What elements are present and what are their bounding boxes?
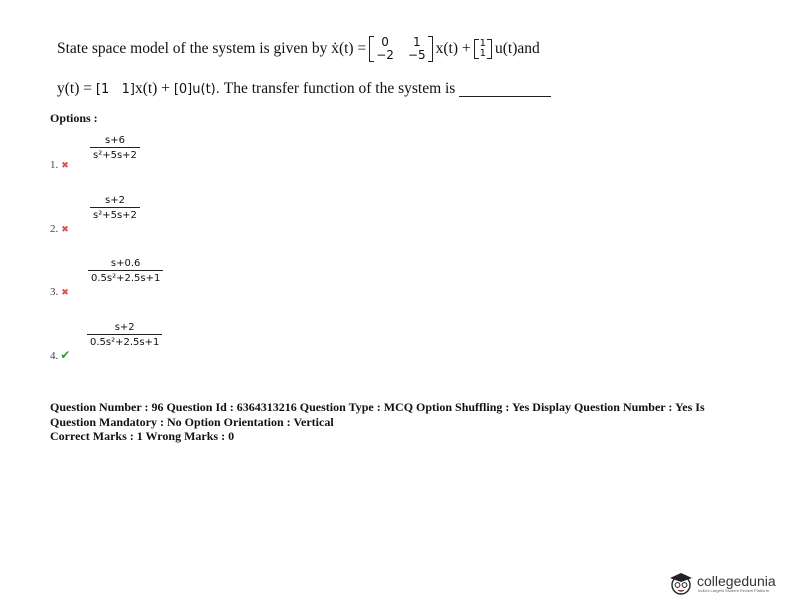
matrix-a-cell: 0 (381, 35, 389, 49)
x-plus-text-2: x(t) + (134, 80, 170, 97)
metadata-line: Correct Marks : 1 Wrong Marks : 0 (50, 429, 235, 443)
metadata-line: Question Number : 96 Question Id : 6364313216 Question Type : MCQ Option Shuffling : Yes Display Question Number : Yes Is (50, 400, 705, 414)
matrix-a (369, 36, 432, 62)
option-3[interactable] (50, 258, 250, 298)
option-fraction (90, 195, 140, 221)
logo-name: collegedunia (697, 572, 776, 589)
u-and-text: u(t)and (495, 40, 540, 57)
option-4[interactable] (50, 322, 250, 362)
option-fraction (87, 322, 162, 348)
matrix-a-cell: −5 (407, 48, 426, 62)
collegedunia-logo (668, 570, 776, 596)
matrix-b (474, 39, 492, 59)
numerator: s+6 (104, 135, 125, 146)
options-label: Options : (50, 111, 98, 125)
logo-tagline: India's Largest Student Review Platform (698, 587, 770, 593)
denominator: 0.5s²+2.5s+1 (88, 270, 163, 284)
numerator: s+2 (104, 195, 125, 206)
matrix-b-cell: 1 (479, 48, 486, 59)
option-2[interactable] (50, 195, 250, 235)
cross-icon: ✖ (61, 161, 69, 171)
question-line-2 (57, 80, 551, 98)
denominator: s²+5s+2 (90, 147, 140, 161)
answer-blank (459, 82, 551, 97)
question-line-1 (57, 36, 540, 62)
cross-icon: ✖ (61, 288, 69, 298)
matrix-d: [0] (173, 81, 193, 97)
matrix-a-cell: −2 (376, 48, 394, 62)
matrix-a-cell: 1 (412, 35, 421, 49)
denominator: 0.5s²+2.5s+1 (87, 334, 162, 348)
denominator: s²+5s+2 (90, 207, 140, 221)
option-1[interactable] (50, 135, 250, 175)
metadata-line: Question Mandatory : No Option Orientation : Vertical (50, 414, 334, 429)
question-prefix: State space model of the system is given by ẋ(t) = (57, 40, 367, 57)
x-plus-text: x(t) + (435, 40, 471, 57)
option-number: 4. ✔ (50, 348, 71, 362)
u-text: u(t). (192, 81, 220, 97)
cross-icon: ✖ (61, 225, 69, 235)
numerator: s+2 (114, 322, 135, 333)
matrix-b-cell: 1 (479, 38, 486, 49)
option-fraction (88, 258, 163, 284)
logo-mascot-icon (668, 570, 694, 596)
option-number: 1. ✖ (50, 159, 69, 171)
numerator: s+0.6 (110, 258, 141, 269)
y-equals-text: y(t) = (57, 80, 92, 97)
question-tail: The transfer function of the system is (223, 80, 456, 97)
check-icon: ✔ (60, 348, 71, 362)
option-number: 3. ✖ (50, 286, 69, 298)
option-fraction (90, 135, 140, 161)
matrix-c: [1 1] (95, 81, 135, 97)
option-number: 2. ✖ (50, 223, 69, 235)
question-metadata (50, 400, 705, 444)
